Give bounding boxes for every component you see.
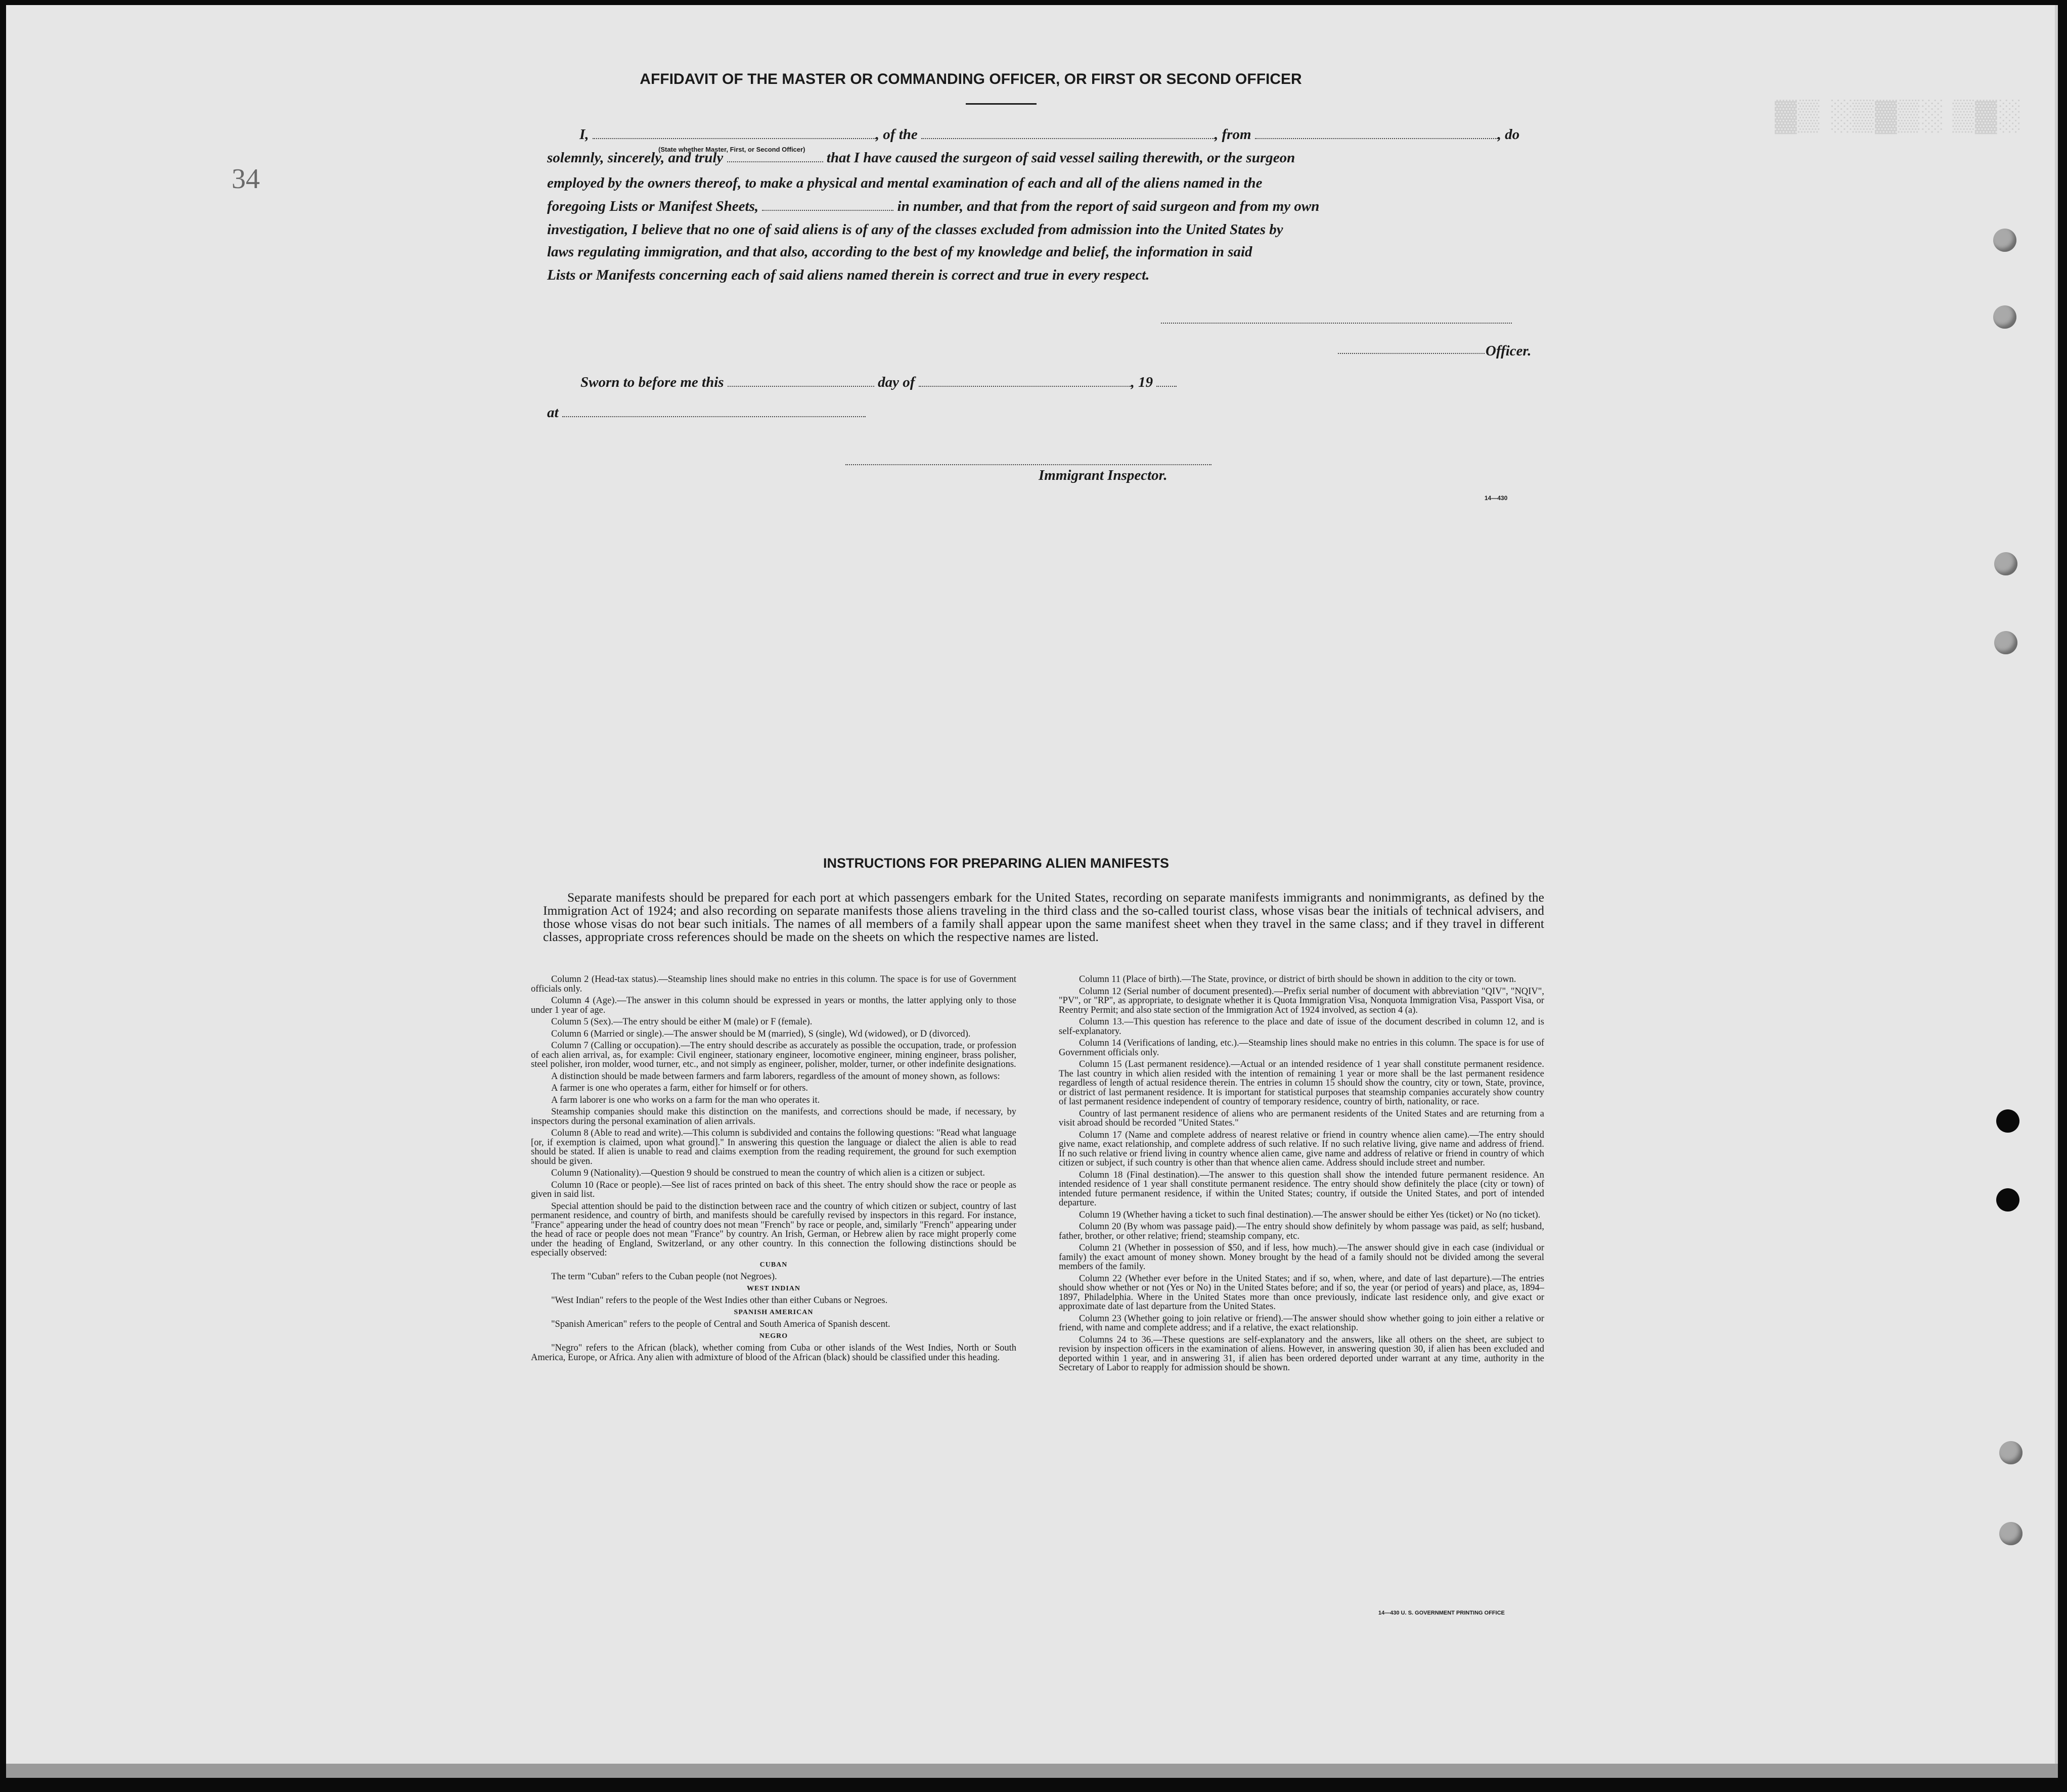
instruction-paragraph: Column 8 (Able to read and write).—This column is subdivided and contains the following questions: "Read what language [or, if exemption is claimed, upon what ground]." In answering this question the language or dialect the alien is able to read should be stated. If alien is unable to read and claims exemption from the reading requirement, the ground for such exemption should be given. — [531, 1128, 1016, 1167]
officer-label: Officer. — [1486, 343, 1532, 359]
instruction-paragraph: "Negro" refers to the African (black), whether coming from Cuba or other islands of the West Indies, North or South America, Europe, or Africa. Any alien with admixture of blood of the African (black) should be classified under this heading. — [531, 1343, 1016, 1363]
affidavit-line-3: employed by the owners thereof, to make a physical and mental examination of each and all of the aliens named in the — [547, 175, 1263, 191]
instruction-paragraph: Special attention should be paid to the distinction between race and the country of which citizen or subject, country of last permanent residence, and country of birth, and manifests should be carefully revised by inspectors in this regard. For instance, "France" appearing under the head of country does not mean "French" by race or people, and, similarly "French" appearing under the head of race or people does not mean "France" by country. An Irish, German, or Hebrew alien by race might properly come under the heading of England, Switzerland, or any other country. In this connection the following distinctions should be especially observed: — [531, 1201, 1016, 1258]
affidavit-text: , 19 — [1131, 374, 1153, 390]
instruction-paragraph: "Spanish American" refers to the people of Central and South America of Spanish descent. — [551, 1319, 890, 1329]
instruction-paragraph: Column 5 (Sex).—The entry should be either M (male) or F (female). — [551, 1017, 813, 1027]
instruction-paragraph: The term "Cuban" refers to the Cuban people (not Negroes). — [551, 1272, 777, 1282]
affidavit-text: foregoing Lists or Manifest Sheets, — [547, 198, 759, 214]
sworn-manner-field[interactable] — [727, 152, 823, 162]
sworn-year-field[interactable] — [1156, 377, 1177, 387]
affidavit-text: that I have caused the surgeon of said vessel sailing therewith, or the surgeon — [826, 150, 1295, 166]
binder-hole — [1994, 552, 2017, 575]
instruction-paragraph: Columns 24 to 36.—These questions are self-explanatory and the answers, like all others on the sheet, are subject to revision by inspection officers in the examination of aliens. However, in answering question 30, if alien has been excluded and deported within 1 year, and in answering 31, if alien has been ordered deported under warrant at any time, authority in the Secretary of Labor to reapply for admission should be shown. — [1059, 1334, 1544, 1373]
binder-hole — [1993, 229, 2016, 252]
sheet-bottom-edge — [6, 1764, 2058, 1778]
section-heading: NEGRO — [759, 1332, 788, 1340]
affidavit-line-4 — [547, 198, 1319, 215]
binder-hole — [1993, 305, 2016, 329]
state-note: (State whether Master, First, or Second Officer) — [658, 146, 805, 153]
affidavit-line-7: Lists or Manifests concerning each of said aliens named therein is correct and true in every respect. — [547, 267, 1150, 283]
bleed-through-text: ▓▒ ░▒▓▒░ ▒▓░ — [1775, 98, 2021, 131]
affidavit-text: day of — [878, 374, 915, 390]
instructions-right-column — [1059, 975, 1544, 1375]
sworn-line — [580, 374, 1177, 391]
instruction-paragraph: "West Indian" refers to the people of the West Indies other than either Cubans or Negroes. — [551, 1295, 888, 1306]
instruction-paragraph: Column 15 (Last permanent residence).—Actual or an intended residence of 1 year shall constitute permanent residence. The last country in which alien resided with the intention of remaining 1 year or more shall be the last permanent residence regardless of length of actual residence therein. The entries in column 15 should show the country, city or town, State, province, or district of last permanent residence. It is important for statistical purposes that steamship companies accurately show country of last permanent residence independent of country of temporary residence, country of birth, nationality, or race. — [1059, 1059, 1544, 1107]
instruction-paragraph: Steamship companies should make this distinction on the manifests, and corrections should be made, if necessary, by inspectors during the personal examination of alien arrivals. — [531, 1107, 1016, 1127]
instructions-title: INSTRUCTIONS FOR PREPARING ALIEN MANIFESTS — [823, 856, 1170, 871]
binder-hole — [1994, 631, 2017, 654]
instruction-paragraph: Column 23 (Whether going to join relative or friend).—The answer should show whether going to join either a relative or friend, with name and complete address; and if a relative, the exact relationship. — [1059, 1313, 1544, 1333]
page-number-mark: 34 — [232, 163, 260, 195]
binder-hole — [1996, 1188, 2019, 1212]
printing-office-mark: 14—430 U. S. GOVERNMENT PRINTING OFFICE — [1378, 1610, 1505, 1616]
instruction-paragraph: A distinction should be made between farmers and farm laborers, regardless of the amount of money shown, as follows: — [551, 1071, 1000, 1082]
instructions-intro: Separate manifests should be prepared for each port at which passengers embark for the United States, recording on separate manifests immigrants and nonimmigrants, as defined by the Immigration Act of 1924; and also recording on separate manifests those aliens traveling in the third class and the so-called tourist class, whose visas bear the initials of technical advisers, and those whose visas do not bear such initials. The names of all members of a family shall appear upon the same manifest sheet when they travel in the same class; and if they travel in different classes, appropriate cross references should be made on the sheets on which the respective names are listed. — [543, 890, 1544, 944]
sworn-day-field[interactable] — [728, 377, 874, 387]
instruction-paragraph: Column 18 (Final destination).—The answer to this question shall show the intended future permanent residence. An intended residence of 1 year shall constitute permanent residence. The entry should show definitely the place (city or town) of intended future permanent residence, if within the United States; country, if outside the United States, and port of intended departure. — [1059, 1170, 1544, 1208]
affidavit-line-2 — [547, 150, 1295, 166]
instruction-paragraph: Column 17 (Name and complete address of nearest relative or friend in country whence alien came).—The entry should give name, exact relationship, and complete address of such relative. If no such relative living, give name and address of friend. If no such relative or friend living in country whence alien came, give name and address of relative or friend in country of which citizen or subject, if such country is other than that whence alien came. Address should include street and number. — [1059, 1130, 1544, 1168]
instruction-paragraph: Country of last permanent residence of aliens who are permanent residents of the United States and are returning from a visit abroad should be recorded "United States." — [1059, 1108, 1544, 1128]
instruction-paragraph: Column 22 (Whether ever before in the United States; and if so, when, where, and date of last departure).—The entries should show whether or not (Yes or No) in the United States before; and if so, the year (or period of years) and place, as, 1894–1897, Philadelphia. Where in the United States more than once previously, indicate last residence only, and give exact or approximate date of last departure from the United States. — [1059, 1273, 1544, 1312]
port-field[interactable] — [1255, 129, 1498, 139]
affidavit-title: AFFIDAVIT OF THE MASTER OR COMMANDING OFFICER, OR FIRST OR SECOND OFFICER — [640, 71, 1302, 87]
instruction-paragraph: Column 14 (Verifications of landing, etc.).—Steamship lines should make no entries in this column. The space is for use of Government officials only. — [1059, 1038, 1544, 1058]
affidavit-text: solemnly, sincerely, and truly — [547, 150, 724, 166]
sworn-month-field[interactable] — [919, 377, 1131, 387]
affidavit-do: , do — [1497, 126, 1520, 143]
binder-hole — [1999, 1522, 2023, 1545]
instruction-paragraph: Column 7 (Calling or occupation).—The entry should describe as accurately as possible the occupation, trade, or profession of each alien arrival, as, for example: Civil engineer, stationary engineer, locomotive engineer, mining engineer, brass polisher, steel polisher, iron molder, wood turner, etc., and not simply as engineer, polisher, molder, turner, or other indefinite designations. — [531, 1041, 1016, 1069]
instruction-paragraph: A farmer is one who operates a farm, either for himself or for others. — [551, 1083, 808, 1093]
affidavit-line-5: investigation, I believe that no one of said aliens is of any of the classes excluded from admission into the United States by — [547, 221, 1283, 238]
instructions-left-column — [531, 975, 1016, 1365]
section-heading: SPANISH AMERICAN — [734, 1308, 814, 1316]
inspector-signature-line[interactable] — [845, 464, 1211, 465]
instruction-paragraph: Column 10 (Race or people).—See list of races printed on back of this sheet. The entry should show the race or people as given in said list. — [531, 1180, 1016, 1199]
inspector-label: Immigrant Inspector. — [1039, 467, 1167, 483]
form-number: 14—430 — [1485, 495, 1508, 502]
officer-signature-line[interactable] — [1161, 323, 1512, 324]
instruction-paragraph: Column 9 (Nationality).—Question 9 should be construed to mean the country of which alien is a citizen or subject. — [551, 1168, 985, 1178]
vessel-name-field[interactable] — [921, 129, 1215, 139]
number-of-sheets-field[interactable] — [762, 201, 893, 211]
instruction-paragraph: A farm laborer is one who works on a farm for the man who operates it. — [551, 1095, 820, 1105]
sworn-place-field[interactable] — [562, 407, 866, 417]
instruction-paragraph: Column 2 (Head-tax status).—Steamship lines should make no entries in this column. The space is for use of Government officials only. — [531, 974, 1016, 994]
instruction-paragraph: Column 20 (By whom was passage paid).—The entry should show definitely by whom passage was paid, as self; husband, father, brother, or other relative; friend; steamship company, etc. — [1059, 1222, 1544, 1241]
section-heading: WEST INDIAN — [746, 1284, 801, 1292]
instruction-paragraph: Column 6 (Married or single).—The answer should be M (married), S (single), Wd (widowed), or D (divorced). — [551, 1028, 971, 1039]
section-heading: CUBAN — [759, 1261, 788, 1269]
affidavit-i: I, — [579, 126, 589, 143]
affidavit-of-the: , of the — [875, 126, 918, 143]
officer-rank-field[interactable] — [593, 129, 876, 139]
title-underline — [966, 103, 1037, 105]
instruction-paragraph: Column 21 (Whether in possession of $50, and if less, how much).—The answer should give in each case (individual or family) the exact amount of money shown. Money brought by the head of a family should not be divided among the several members of the family. — [1059, 1243, 1544, 1272]
instruction-paragraph: Column 19 (Whether having a ticket to such final destination).—The answer should be either Yes (ticket) or No (no ticket). — [1079, 1209, 1541, 1220]
instruction-paragraph: Column 11 (Place of birth).—The State, province, or district of birth should be shown in addition to the city or town. — [1079, 974, 1516, 984]
affidavit-text: in number, and that from the report of said surgeon and from my own — [897, 198, 1320, 214]
officer-title-line[interactable] — [1338, 353, 1485, 354]
affidavit-text: at — [547, 405, 559, 421]
at-line — [547, 405, 866, 421]
affidavit-line-6: laws regulating immigration, and that also, according to the best of my knowledge and belief, the information in said — [547, 244, 1252, 260]
affidavit-line-1 — [579, 126, 1519, 143]
binder-hole — [1996, 1109, 2019, 1133]
instruction-paragraph: Column 4 (Age).—The answer in this column should be expressed in years or months, the latter applying only to those under 1 year of age. — [531, 996, 1016, 1015]
binder-hole — [1999, 1441, 2023, 1464]
instruction-paragraph: Column 13.—This question has reference to the place and date of issue of the document described in column 12, and is self-explanatory. — [1059, 1017, 1544, 1037]
affidavit-from: , from — [1215, 126, 1251, 143]
affidavit-text: Sworn to before me this — [580, 374, 724, 390]
instruction-paragraph: Column 12 (Serial number of document presented).—Prefix serial number of document with abbreviation "QIV", "NQIV", "PV", or "RP", as appropriate, to designate whether it is Quota Immigration Visa, Nonquota Immigration Visa, Passport Visa, or Reentry Permit; and also state section of the Immigration Act of 1924 involved, as section 4 (a). — [1059, 986, 1544, 1015]
